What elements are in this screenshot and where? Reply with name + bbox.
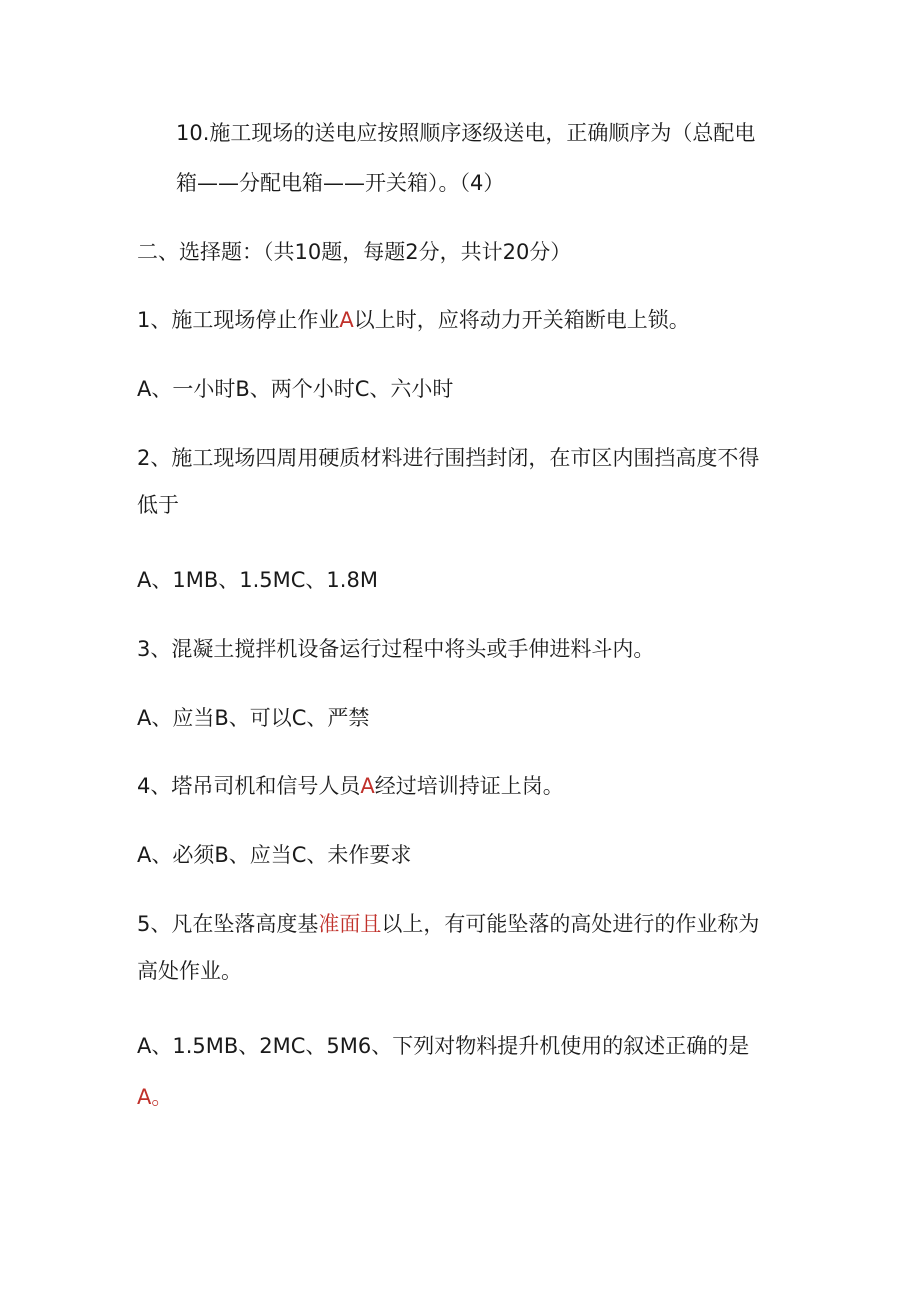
q4-options: A、必须B、应当C、未作要求 bbox=[137, 843, 412, 867]
q1-options: A、一小时B、两个小时C、六小时 bbox=[137, 377, 454, 401]
q2-line-1: 2、施工现场四周用硬质材料进行围挡封闭，在市区内围挡高度不得 bbox=[137, 446, 760, 470]
q5-options-q6: A、1.5MB、2MC、5M6、下列对物料提升机使用的叙述正确的是 bbox=[137, 1034, 750, 1058]
q5-line-2: 高处作业。 bbox=[137, 959, 242, 983]
q3-options: A、应当B、可以C、严禁 bbox=[137, 706, 370, 730]
question-4 bbox=[137, 771, 564, 801]
q1-text-b: 以上时，应将动力开关箱断电上锁。 bbox=[353, 308, 690, 332]
q2-options: A、1MB、1.5MC、1.8M bbox=[137, 568, 378, 592]
q2-line-2: 低于 bbox=[137, 493, 179, 517]
q4-answer: A bbox=[360, 774, 375, 798]
q5-line-1 bbox=[137, 909, 759, 939]
q10-line-1: 10.施工现场的送电应按照顺序逐级送电，正确顺序为（总配电 bbox=[176, 121, 756, 145]
q1-answer: A bbox=[339, 308, 354, 332]
q4-text-a: 4、塔吊司机和信号人员 bbox=[137, 774, 361, 798]
q5-text-b: 以上，有可能坠落的高处进行的作业称为 bbox=[381, 912, 760, 936]
section-title: 二、选择题：（共10题，每题2分，共计20分） bbox=[137, 240, 572, 264]
question-1 bbox=[137, 305, 690, 335]
q5-text-a: 5、凡在坠落高度基 bbox=[137, 912, 319, 936]
q5-answer-marked: 准面且 bbox=[318, 912, 382, 936]
q6-answer: A。 bbox=[137, 1085, 173, 1109]
question-3: 3、混凝土搅拌机设备运行过程中将头或手伸进料斗内。 bbox=[137, 637, 655, 661]
q4-text-b: 经过培训持证上岗。 bbox=[374, 774, 564, 798]
q10-line-2: 箱——分配电箱——开关箱）。（4） bbox=[176, 171, 505, 195]
q1-text-a: 1、施工现场停止作业 bbox=[137, 308, 340, 332]
